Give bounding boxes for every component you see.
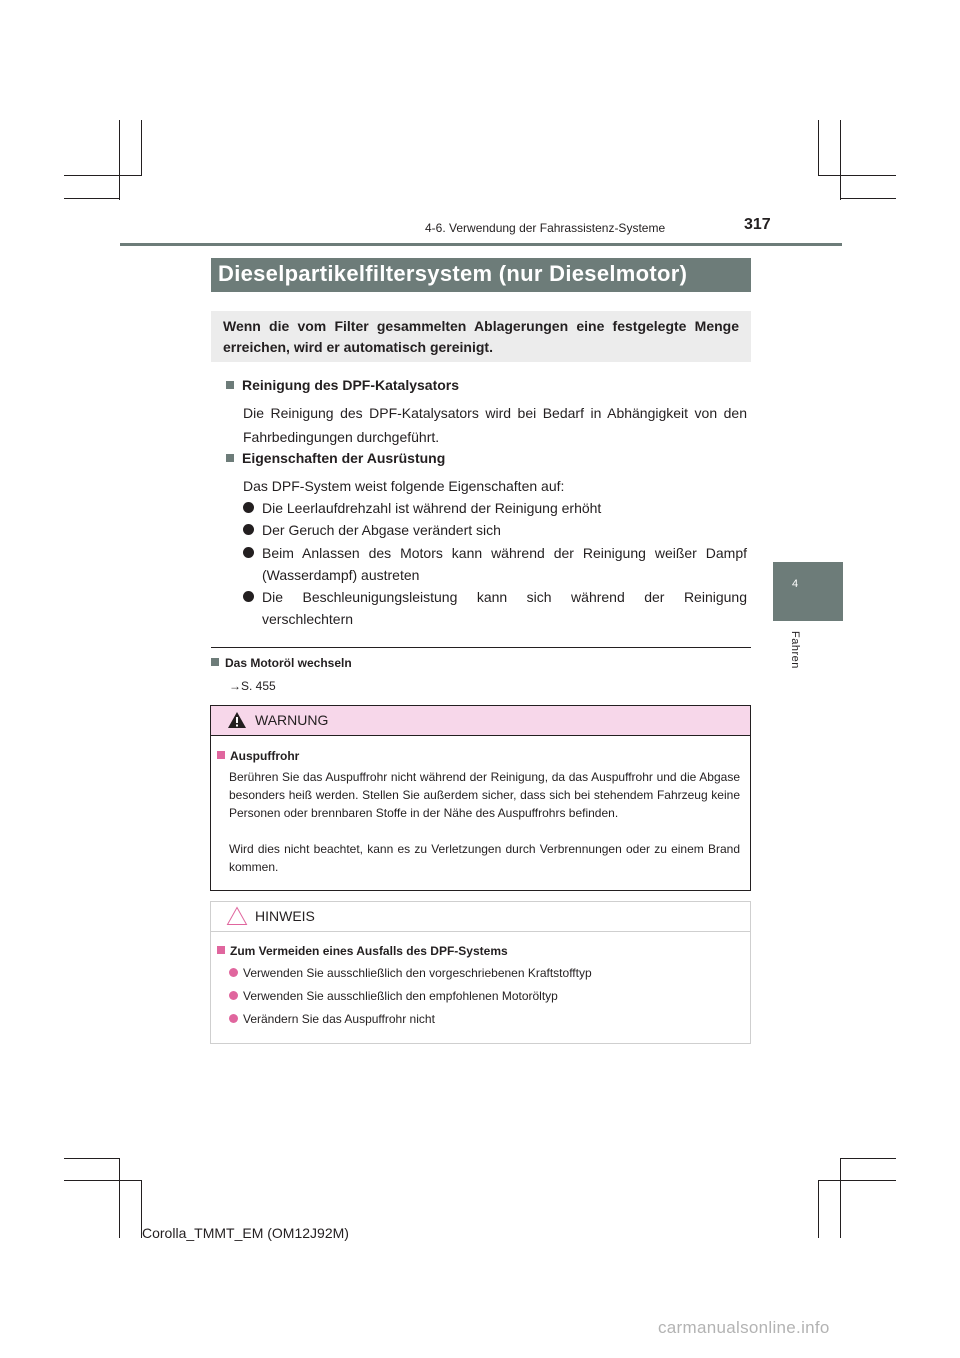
crop-mark xyxy=(119,1158,120,1238)
warning-label: WARNUNG xyxy=(255,712,329,728)
hint-header xyxy=(211,902,750,932)
hint-subheading: Zum Vermeiden eines Ausfalls des DPF-Systems xyxy=(217,944,508,958)
warning-text: Berühren Sie das Auspuffrohr nicht während der Reinigung, da das Auspuffrohr und die Abgase besonders heiß werden. Stellen Sie außerdem sicher, dass sich bei stehendem Fahrzeug keine Personen oder brennbaren Stoffe in der Nähe des Auspuffrohrs befinden. xyxy=(229,770,740,820)
square-bullet-icon xyxy=(217,946,225,954)
hint-list-item: Verwenden Sie ausschließlich den empfohlenen Motoröltyp xyxy=(229,987,739,1005)
hint-box xyxy=(210,901,751,1044)
caution-triangle-icon xyxy=(226,906,248,926)
note-heading: Das Motoröl wechseln xyxy=(211,656,352,670)
warning-subheading: Auspuffrohr xyxy=(217,749,299,763)
section-text: Die Reinigung des DPF-Katalysators wird bei Bedarf in Abhängigkeit von den Fahrbedingungen durchgeführt. xyxy=(243,405,747,445)
crop-mark xyxy=(840,198,896,199)
crop-mark xyxy=(818,120,819,176)
watermark: carmanualsonline.info xyxy=(658,1318,830,1337)
crop-mark xyxy=(840,1158,896,1159)
crop-mark xyxy=(119,120,120,200)
square-bullet-icon xyxy=(226,454,234,462)
footer-doc-id: Corolla_TMMT_EM (OM12J92M) xyxy=(142,1225,349,1241)
list-item: Die Leerlaufdrehzahl ist während der Reinigung erhöht xyxy=(243,497,747,519)
chapter-label: Fahren xyxy=(789,631,801,669)
warning-header xyxy=(211,706,750,736)
hint-label: HINWEIS xyxy=(255,908,315,924)
bullet-icon xyxy=(243,524,254,535)
bullet-icon xyxy=(243,502,254,513)
chapter-tab xyxy=(773,562,843,621)
crop-mark xyxy=(818,1180,819,1238)
section-heading: Reinigung des DPF-Katalysators xyxy=(226,377,459,393)
title-bar xyxy=(211,258,751,292)
crop-mark xyxy=(840,1158,841,1238)
header-rule xyxy=(120,243,842,246)
hint-list-item: Verwenden Sie ausschließlich den vorgeschriebenen Kraftstofftyp xyxy=(229,964,739,982)
crop-mark xyxy=(64,1180,142,1181)
crop-mark xyxy=(840,120,841,200)
crop-mark xyxy=(818,175,896,176)
bullet-icon xyxy=(229,1014,238,1023)
square-bullet-icon xyxy=(226,381,234,389)
square-bullet-icon xyxy=(211,658,219,666)
crop-mark xyxy=(64,175,142,176)
note-reference: →S. 455 xyxy=(229,679,276,693)
hint-list-item: Verändern Sie das Auspuffrohr nicht xyxy=(229,1010,739,1028)
section-title: 4-6. Verwendung der Fahrassistenz-Systeme xyxy=(425,221,666,235)
square-bullet-icon xyxy=(217,751,225,759)
crop-mark xyxy=(64,1158,120,1159)
list-item: Beim Anlassen des Motors kann während der Reinigung weißer Dampf (Wasserdampf) austreten xyxy=(243,542,747,586)
warning-text-2: Wird dies nicht beachtet, kann es zu Verletzungen durch Verbrennungen oder zu einem Brand kommen. xyxy=(229,842,740,874)
page-number: 317 xyxy=(744,216,771,233)
intro-box xyxy=(211,311,751,362)
bullet-icon xyxy=(229,968,238,977)
crop-mark xyxy=(141,120,142,176)
crop-mark xyxy=(818,1180,896,1181)
bullet-icon xyxy=(243,547,254,558)
page-title: Dieselpartikelfiltersystem (nur Dieselmotor) xyxy=(218,261,688,286)
divider xyxy=(211,647,751,648)
section-text: Das DPF-System weist folgende Eigenschaften auf: xyxy=(243,478,565,494)
crop-mark xyxy=(64,198,120,199)
list-item: Die Beschleunigungsleistung kann sich während der Reinigung verschlechtern xyxy=(243,586,747,630)
warning-triangle-icon xyxy=(227,711,247,729)
section-heading: Eigenschaften der Ausrüstung xyxy=(226,450,445,466)
chapter-number: 4 xyxy=(791,578,799,590)
list-item: Der Geruch der Abgase verändert sich xyxy=(243,519,747,541)
bullet-icon xyxy=(243,591,254,602)
intro-text: Wenn die vom Filter gesammelten Ablagerungen eine festgelegte Menge erreichen, wird er automatisch gereinigt. xyxy=(223,318,739,355)
warning-box xyxy=(210,705,751,891)
bullet-icon xyxy=(229,991,238,1000)
